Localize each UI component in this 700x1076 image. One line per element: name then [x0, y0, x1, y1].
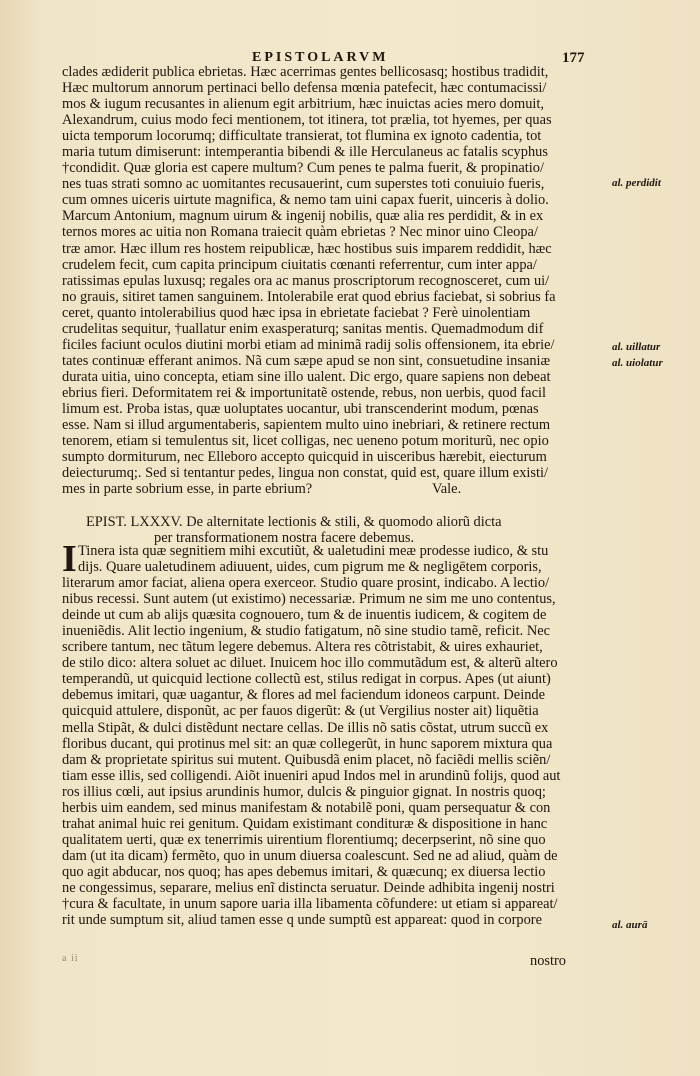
text-line: dijs. Quare ualetudinem adiuuent, uides, cum pigrum me & negligētem corporis, — [78, 559, 542, 576]
text-line: deinde ut cum ab alijs quæsita cognouero, tum & de inuentis iudicem, & cogitem de — [62, 607, 547, 624]
text-line: Tinera ista quæ segnitiem mihi excutiũt, & ualetudini meæ prodesse iudico, & stu — [78, 543, 549, 559]
marginal-note: al. uillatur — [612, 341, 661, 353]
marginal-note: al. uiolatur — [612, 357, 663, 369]
text-line: crudelem fecit, cum capita principum ciuitatis cœnanti referrentur, cum inter appa/ — [62, 256, 537, 273]
text-line: ebrius fieri. Deformitatem rei & importunitatẽ ostende, rebus, non uerbis, quod facil — [62, 384, 546, 401]
text-line: nibus recessi. Sunt autem (ut existimo) necessariæ. Primum ne sim me uno contentus, — [62, 591, 556, 608]
text-line: ne congessimus, separare, melius enĩ distincta seruatur. Deinde adhibita ingenij nostri — [62, 879, 555, 896]
text-line: Alexandrum, cuius modo feci mentionem, tot itinera, tot prælia, tot hyemes, per quas — [62, 112, 552, 129]
text-line: maria tutum dimiserunt: intemperantia bibendi & ille Herculaneus ac fatalis scyphus — [62, 144, 548, 161]
text-line: træ amor. Hæc illum res hostem reipublicæ, hæc hostibus suis imparem reddidit, hæc — [62, 240, 552, 257]
text-line: crudelitas sequitur, †uallatur enim exasperaturq; sanitas mentis. Quemadmodum dif — [62, 320, 544, 337]
text-line: †cura & facultate, in unum sapore uaria illa libamenta cõfundere: ut etiam si appareat/ — [62, 896, 558, 913]
text-line: quo agit abducar, nos quoq; has apes debemus imitari, & quæcunq; ex diuersa lectio — [62, 863, 546, 880]
text-line: de stilo dico: altera soluet ac diluet. Inuicem hoc illo commutãdum est, & alterũ altero — [62, 655, 558, 672]
text-line: no grauis, sitiret tamen sanguinem. Intolerabile erat quod ebrius faciebat, si sobrius fa — [62, 288, 556, 305]
epistle-heading-line: per transformationem nostra facere debemus. — [154, 530, 415, 547]
text-line: literarum amor faciat, aliena opera exerceor. Studio quare prosint, indicabo. A lectio/ — [62, 575, 550, 592]
text-line: dam (ut ita dicam) fermẽto, quo in unum diuersa coalescunt. Sed ne ad aliud, quàm de — [62, 847, 558, 864]
text-line: mos & iugum recusantes in alienum egit arbitrium, hæc inuictas acies mero domuit, — [62, 96, 544, 113]
epistle-85-text — [62, 543, 592, 928]
text-line: uicta temporum locorumq; difficultate transierat, tot flumina ex ignoto cadentia, tot — [62, 128, 542, 145]
running-head: EPISTOLARVM — [252, 50, 389, 65]
text-line: nes tuas strati somno ac uomitantes recusauerint, cum superstes toti conuiuio fueris, — [62, 176, 545, 193]
text-line: debemus imitari, quæ uagantur, & flores ad mel faciendum idoneos carpunt. Deinde — [62, 687, 545, 704]
text-line: limum est. Proba istas, quæ uoluptates uocantur, ubi transcenderint modum, pœnas — [62, 400, 539, 417]
text-line: ros illius cœli, aut ipsius arundinis humor, dulcis & pinguior gignat. In nostris quoq; — [62, 783, 546, 800]
text-line: herbis uim eandem, sed minus manifestam & notabilẽ poni, quam persequatur & con — [62, 799, 551, 816]
text-line: mella Stipãt, & dulci distẽdunt nectare cellas. De illis nõ satis cõstat, utrum succũ ex — [62, 719, 549, 736]
text-line: inueniẽdis. Alit lectio ingenium, & studio fatigatum, nõ sine studio tamẽ, reficit. Nec — [62, 623, 550, 640]
text-line: scribere tantum, nec tãtum legere debemus. Altera res cõtristabit, & uires exhauriet, — [62, 639, 543, 656]
text-line: temperandũ, ut quicquid lectione collectũ est, stilus redigat in corpus. Apes (ut aiunt) — [62, 671, 551, 688]
text-line: tiam esse illis, sed colligendi. Aiõt inueniri apud Indos mel in arundinũ folijs, quod aut — [62, 767, 561, 784]
text-line: rit unde sumptum sit, aliud tamen esse q unde sumptũ est appareat: quod in corpore — [62, 912, 542, 929]
text-line: ficiles faciunt oculos diutini morbi etiam ad minimã radij solis offensionem, ita ebrie/ — [62, 336, 555, 353]
text-line: cum omnes uiceris uirtute magnifica, & nemo tam uini capax fuerit, uinceris à dolio. — [62, 192, 549, 209]
text-line: Marcum Antonium, magnum uirum & ingenij nobilis, quæ alia res perdidit, & in ex — [62, 208, 544, 225]
text-line: quicquid attulere, disponũt, ac per fauos digerũt: & (ut Vergilius noster ait) liquẽtia — [62, 703, 539, 720]
page-number: 177 — [562, 50, 585, 66]
text-line: Hæc multorum annorum pertinaci bello defensa mœnia patefecit, hæc contumacissi/ — [62, 80, 547, 97]
marginal-note: al. aurā — [612, 919, 648, 931]
marginal-note: al. perdidit — [612, 177, 661, 189]
text-line: qualitatem uerti, quæ ex tenerrimis uirentium florentiumq; decerpserint, nõ sine quo — [62, 831, 546, 848]
text-line: mes in parte sobrium esse, in parte ebrium? — [62, 481, 313, 498]
epistle-84-text — [62, 64, 592, 497]
text-line: tates continuæ efferant animos. Nã cum sæpe apud se non sint, consuetudine insaniæ — [62, 352, 551, 369]
text-line: esse. Nam si illud argumentaberis, sapientem multo uino inebriari, & retinere rectum — [62, 417, 551, 434]
epistle-heading-line: EPIST. LXXXV. De alternitate lectionis & stili, & quomodo aliorũ dicta — [86, 514, 502, 530]
text-line: dam & proprietate spiritus sui mutent. Quibusdã enim placet, nõ faciẽdi mellis sciẽn/ — [62, 751, 551, 768]
drop-capital: I — [62, 538, 77, 580]
text-line: ceret, quanto intolerabilius quod hæc ipsa in ebrietate faciebat ? Ferè uinolentiam — [62, 304, 531, 321]
epistle-heading — [62, 514, 592, 546]
text-line: clades ædiderit publica ebrietas. Hæc acerrimas gentes bellicosasq; hostibus tradidit, — [62, 64, 549, 80]
text-line: trahat animal huic rei genitum. Quidam existimant condituræ & dispositione in hanc — [62, 815, 548, 832]
closing-vale: Vale. — [432, 481, 462, 498]
catchword: nostro — [530, 953, 566, 969]
text-line: floribus ducant, qui protinus mel sit: an quæ collegerũt, in hunc saporem mixtura qua — [62, 735, 553, 752]
text-line: ratissimas epulas luxusq; regales ora ac manus proscriptorum recognosceret, cum ui/ — [62, 272, 550, 289]
text-line: †condidit. Quæ gloria est capere multum? Cum penes te palma fuerit, & propinatio/ — [62, 160, 544, 177]
text-line: sumpto dormiturum, nec Elleboro accepto quicquid in uisceribus hærebit, eiecturum — [62, 449, 547, 466]
text-line: ternos mores ac uitia non Romana traiecit quàm ebrietas ? Nec minor uino Cleopa/ — [62, 224, 538, 241]
signature-mark: a ii — [62, 953, 79, 964]
text-line: durata uitia, uino concepta, etiam sine illo ualent. Dic ergo, quare sapiens non debeat — [62, 368, 551, 385]
text-line: deiecturumq;. Sed si tentantur pedes, lingua non constat, quid est, quare illum existi/ — [62, 465, 548, 482]
text-line: tenorem, etiam si temulentus sit, licet colligas, nec ueneno potum moriturũ, nec opio — [62, 433, 549, 450]
